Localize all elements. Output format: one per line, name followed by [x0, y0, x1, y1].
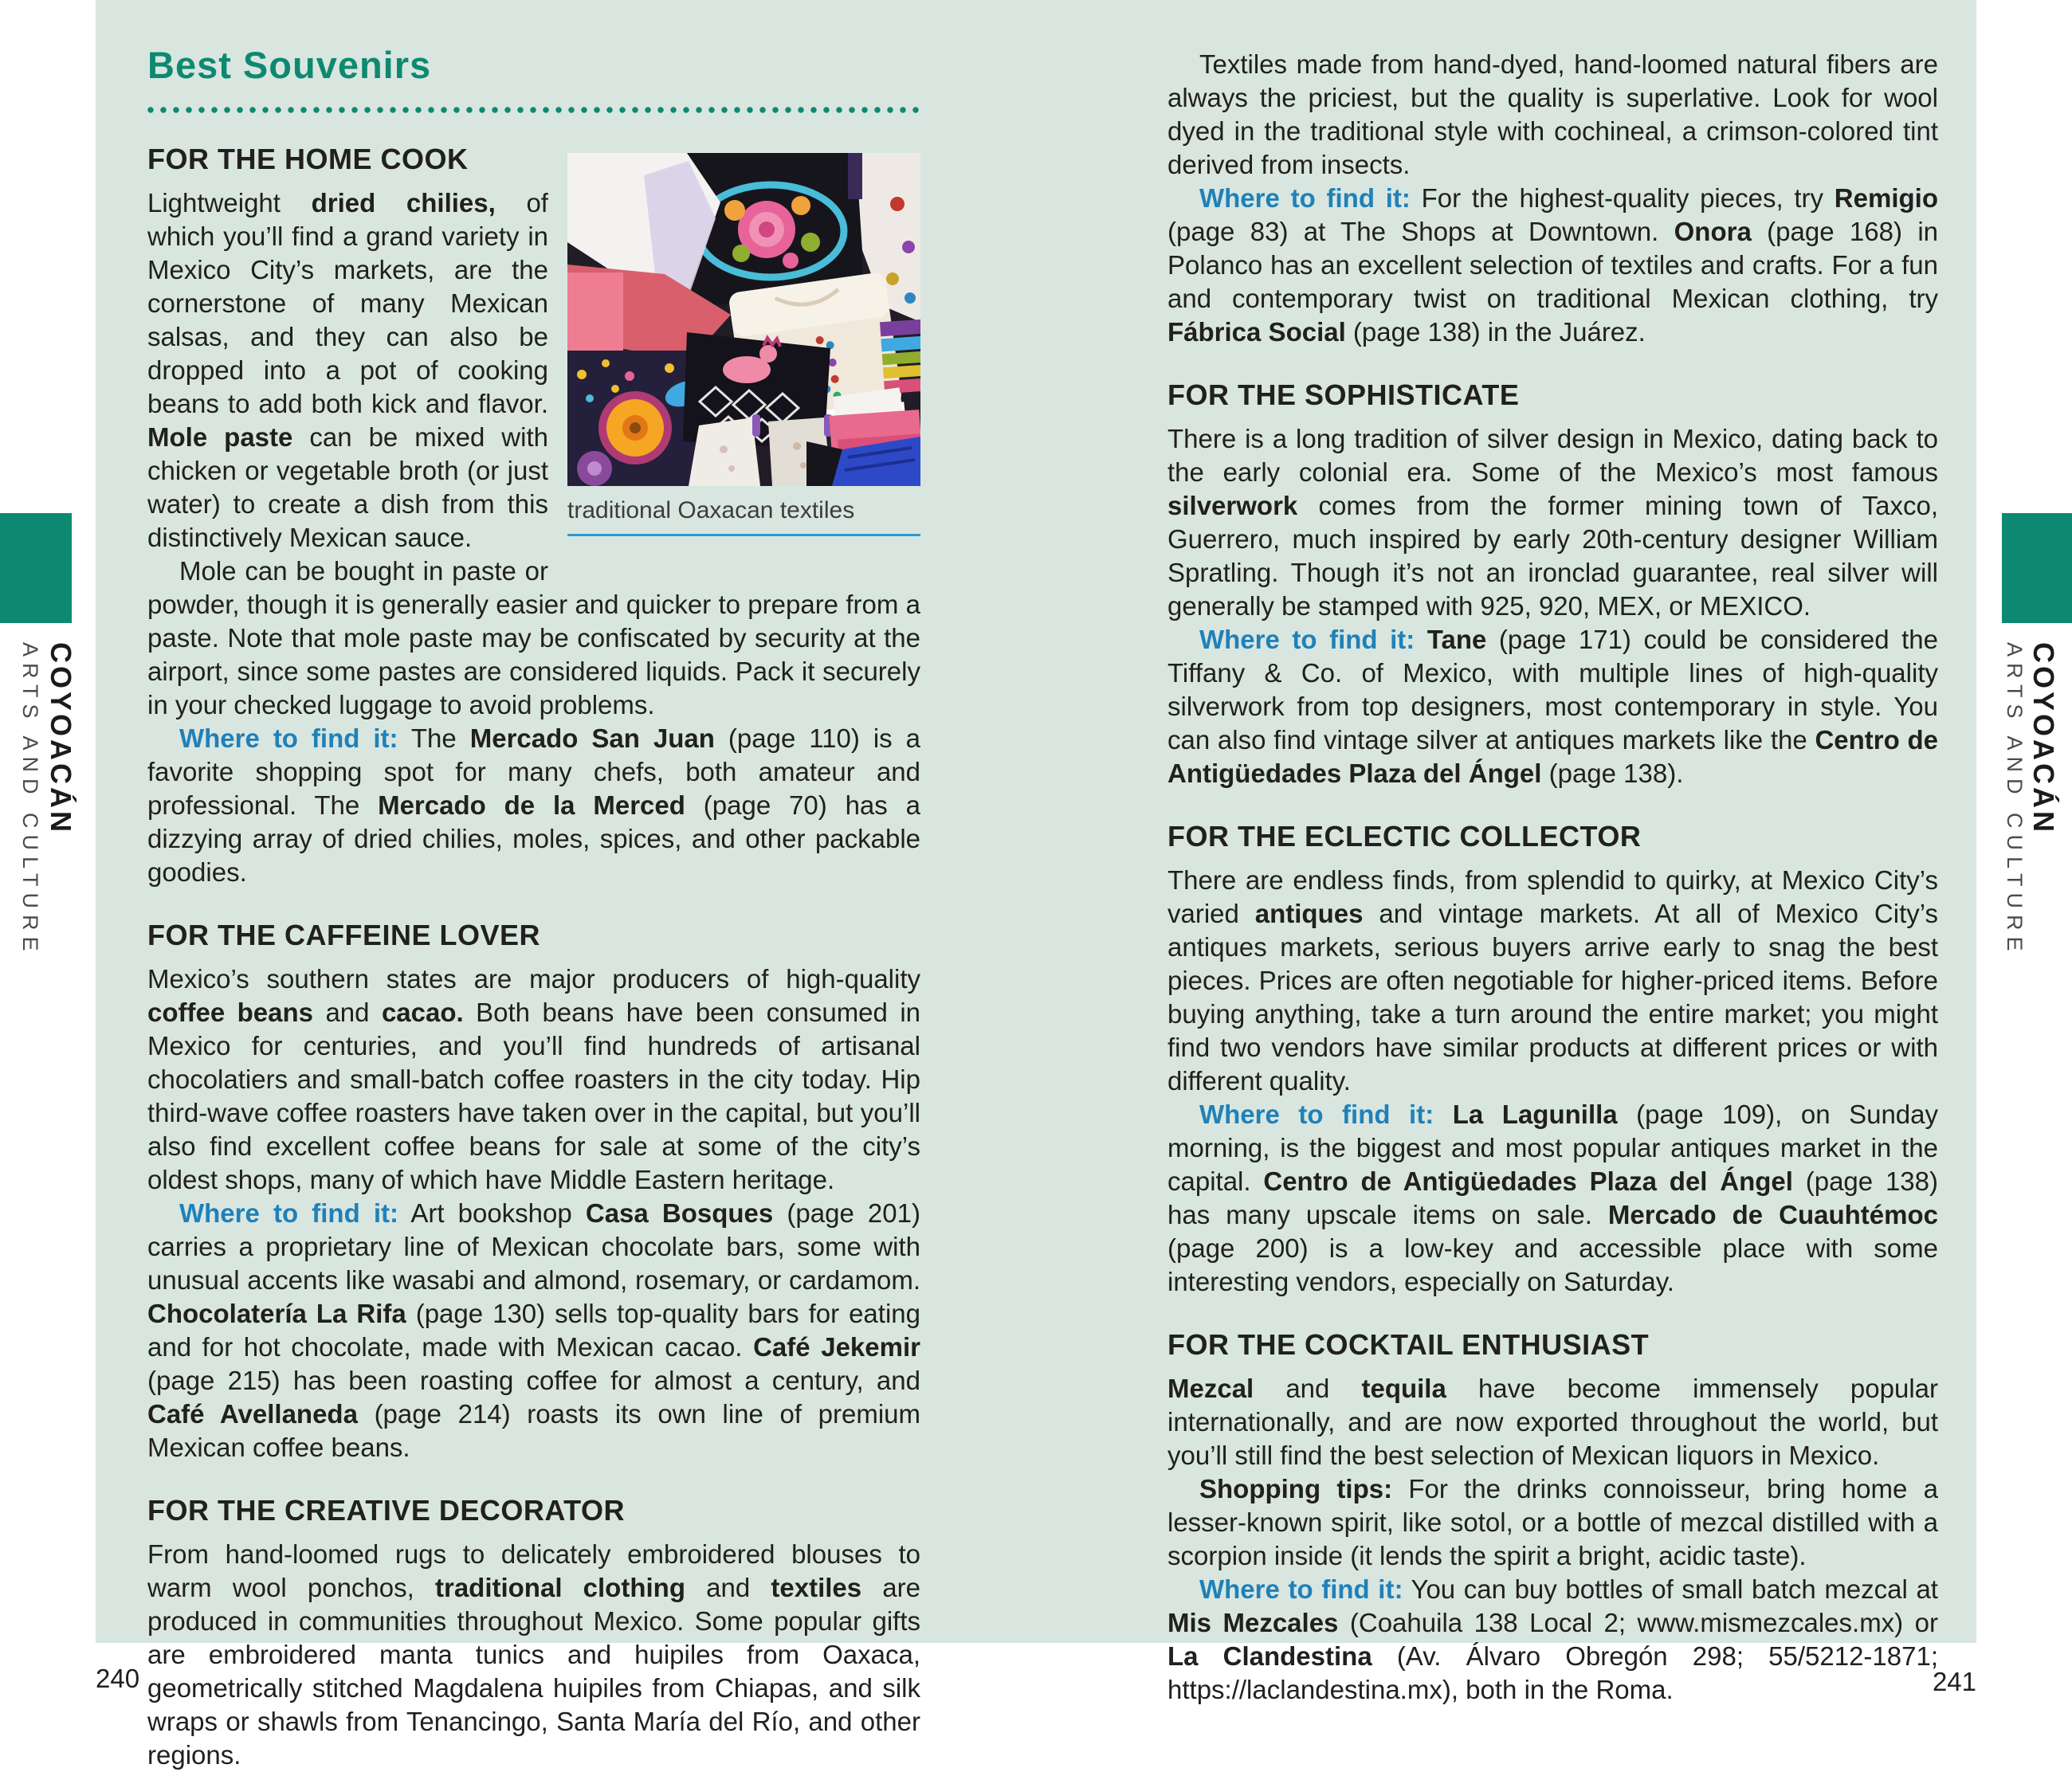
dotted-divider [147, 107, 920, 113]
text-run: traditional clothing [434, 1573, 685, 1602]
text-run: For the drinks connoisseur, bring home a lesser-known spirit, like sotol, or a bottle of mezcal distilled with a scorpion inside (it lends the spirit a bright, acidic taste). [1167, 1474, 1939, 1570]
text-run: Centro de Antigüedades Plaza del Ángel [1263, 1166, 1793, 1196]
text-run: Chocolatería La Rifa [147, 1299, 406, 1328]
text-run: are produced in communities throughout Mexico. Some popular gifts are embroidered manta tunics and huipiles from Oaxaca, geometrically stitched Magdalena huipiles from Chiapas, and silk wraps or shawls from Tenancingo, Santa María del Río, and other regions. [147, 1573, 920, 1770]
chapter-tab-left [0, 513, 72, 623]
left-page-column [147, 45, 920, 1772]
text-run: (page 138). [1541, 759, 1684, 788]
text-run: Where to find it: [1199, 1574, 1403, 1604]
text-run: Mercado de la Merced [378, 790, 685, 820]
paragraph [147, 722, 920, 889]
text-run: Both beans have been consumed in Mexico for centuries, and you’ll find hundreds of artisanal chocolatiers and small-batch coffee roasters in the city today. Hip third-wave coffee roasters have taken over in the capital, but you’ll also find excellent coffee beans for sale at some of the city’s oldest shops, many of which have Middle Eastern heritage. [147, 998, 921, 1194]
paragraph [147, 1197, 920, 1464]
text-run: Onora [1674, 217, 1752, 246]
text-run: have become immensely popular internationally, and are now exported throughout the world, but you’ll still find the best selection of Mexican liquors in Mexico. [1167, 1374, 1938, 1470]
text-run: La Clandestina [1167, 1641, 1372, 1671]
page-number-left: 240 [96, 1664, 140, 1693]
text-run: The [398, 723, 470, 753]
right-page-column [1167, 48, 1938, 1707]
left-page-flow [147, 143, 920, 1772]
text-run: Mole can be bought in paste or powder, though it is generally easier and quicker to prepare from a paste. Note that mole paste may be confiscated by security at the airport, since some pastes are considered liquids. Pack it securely in your checked luggage to avoid problems. [147, 556, 920, 719]
paragraph [1167, 48, 1938, 182]
page-title: Best Souvenirs [147, 44, 432, 86]
text-run: There are endless finds, from splendid to quirky, at Mexico City’s varied [1167, 865, 1938, 928]
text-run: tequila [1361, 1374, 1446, 1403]
text-run: Remigio [1834, 183, 1938, 213]
section-heading: FOR THE CREATIVE DECORATOR [147, 1494, 626, 1527]
text-run: coffee beans [147, 998, 314, 1027]
text-run: can be mixed with chicken or vegetable broth (or just water) to create a dish from this distinctively Mexican sauce. [147, 422, 548, 552]
photo-figure [567, 153, 920, 536]
text-run: (page 214) roasts its own line of premium Mexican coffee beans. [147, 1399, 920, 1462]
text-run: (page 168) in Polanco has an excellent selection of textiles and crafts. For a fun and contemporary twist on traditional Mexican clothing, try [1167, 217, 1938, 313]
text-run: Textiles made from hand-dyed, hand-loomed natural fibers are always the priciest, but the quality is superlative. Look for wool dyed in the traditional style with cochineal, a crimson-colored tint derived from insects. [1167, 49, 1938, 179]
chapter-tab-right [2002, 513, 2072, 623]
text-run: Where to find it: [179, 723, 398, 753]
text-run: Where to find it: [1199, 183, 1411, 213]
sidebar-section-label-right: ARTS AND CULTURE [2003, 642, 2027, 958]
text-run: Mexico’s southern states are major producers of high-quality [147, 964, 920, 994]
text-run: (page 109), on Sunday morning, is the biggest and most popular antiques market in the capital. [1167, 1100, 1938, 1196]
text-run: (page 70) has a dizzying array of dried chilies, moles, spices, and other packable goodies. [147, 790, 920, 887]
text-run: For the highest-quality pieces, try [1410, 183, 1835, 213]
section-heading: FOR THE CAFFEINE LOVER [147, 919, 541, 951]
text-run: of which you’ll find a grand variety in Mexico City’s markets, are the cornerstone of many Mexican salsas, and they can also be dropped into a pot of cooking beans to add both kick and flavor. [147, 188, 548, 418]
text-run: Centro de Antigüedades Plaza del Ángel [1167, 725, 1938, 788]
text-run: dried chilies, [311, 188, 496, 218]
text-run: (page 171) could be considered the Tiffany & Co. of Mexico, with multiple lines of high-quality silverwork from top designers, most contemporary in style. You can also find vintage silver at antiques markets like the [1167, 625, 1938, 755]
paragraph [147, 1538, 920, 1772]
text-run: (page 138) in the Juárez. [1345, 317, 1646, 347]
text-run: Where to find it: [179, 1198, 399, 1228]
text-run: Art bookshop [398, 1198, 586, 1228]
text-run: silverwork [1167, 491, 1298, 520]
text-run: Mercado de Cuauhtémoc [1607, 1200, 1938, 1229]
text-run: From hand-loomed rugs to delicately embroidered blouses to warm wool ponchos, [147, 1539, 920, 1602]
section-heading: FOR THE COCKTAIL ENTHUSIAST [1167, 1328, 1650, 1361]
paragraph [1167, 1472, 1938, 1573]
text-run: Mis Mezcales [1167, 1608, 1339, 1637]
paragraph [1167, 182, 1938, 349]
text-run: There is a long tradition of silver design in Mexico, dating back to the early colonial era. Some of the Mexico’s most famous [1167, 424, 1938, 487]
text-run: Casa Bosques [585, 1198, 774, 1228]
text-run: Where to find it: [1199, 625, 1415, 654]
paragraph [147, 555, 920, 722]
text-run: and [313, 998, 382, 1027]
text-run: antiques [1254, 899, 1364, 928]
text-run: (page 215) has been roasting coffee for almost a century, and [147, 1366, 920, 1395]
sidebar-chapter-label-right: COYOACÁN [2027, 642, 2060, 836]
text-run: textiles [771, 1573, 862, 1602]
text-run: La Lagunilla [1452, 1100, 1618, 1129]
text-run: Mezcal [1167, 1374, 1254, 1403]
text-run: (Coahuila 138 Local 2; www.mismezcales.mx) or [1338, 1608, 1938, 1637]
text-run: Mole paste [147, 422, 293, 452]
text-run: and [685, 1573, 771, 1602]
right-column-text [1167, 48, 1938, 1707]
text-run: Lightweight [147, 188, 312, 218]
text-run [1415, 625, 1427, 654]
text-run: Café Avellaneda [147, 1399, 358, 1429]
text-run: Tane [1426, 625, 1487, 654]
text-run: Mercado San Juan [469, 723, 715, 753]
sidebar-chapter-label-left: COYOACÁN [45, 642, 77, 836]
text-run: and [1254, 1374, 1362, 1403]
paragraph [1167, 1098, 1938, 1299]
sidebar-section-label-left: ARTS AND CULTURE [18, 642, 42, 958]
textiles-photo-illustration [567, 153, 920, 486]
text-run: (page 130) sells top-quality bars for eating and for hot chocolate, made with Mexican cacao. [147, 1299, 920, 1362]
caption-rule [567, 534, 920, 536]
textiles-photo [567, 153, 920, 486]
text-run: (Av. Álvaro Obregón 298; 55/5212-1871; https://laclandestina.mx), both in the Roma. [1167, 1641, 1938, 1704]
text-run: cacao. [381, 998, 464, 1027]
section-heading: FOR THE HOME COOK [147, 143, 469, 175]
section-heading: FOR THE SOPHISTICATE [1167, 378, 1520, 411]
text-run: Where to find it: [1199, 1100, 1434, 1129]
text-run: and vintage markets. At all of Mexico City’s antiques markets, serious buyers arrive early to snag the best pieces. Prices are often negotiable for higher-priced items. Before buying anything, take a turn around the entire market; you might find two vendors have similar products at different prices or with different quality. [1167, 899, 1938, 1096]
text-run: (page 200) is a low-key and accessible place with some interesting vendors, especially on Saturday. [1167, 1233, 1938, 1296]
paragraph [1167, 864, 1938, 1098]
text-run: (page 83) at The Shops at Downtown. [1167, 217, 1674, 246]
text-run: (page 201) carries a proprietary line of Mexican chocolate bars, some with unusual accents like wasabi and almond, rosemary, or cardamom. [147, 1198, 920, 1295]
text-run: (page 138) has many upscale items on sale. [1167, 1166, 1938, 1229]
text-run: Fábrica Social [1167, 317, 1346, 347]
text-run: Shopping tips: [1199, 1474, 1393, 1503]
text-run [1434, 1100, 1453, 1129]
photo-caption: traditional Oaxacan textiles [567, 497, 855, 523]
text-run: Café Jekemir [753, 1332, 920, 1362]
text-run: comes from the former mining town of Taxco, Guerrero, much inspired by early 20th-century designer William Spratling. Though it’s not an ironclad guarantee, real silver will generally be stamped with 925, 920, MEX, or MEXICO. [1167, 491, 1938, 621]
paragraph [1167, 623, 1938, 790]
text-run: You can buy bottles of small batch mezcal at [1403, 1574, 1938, 1604]
paragraph [1167, 1372, 1938, 1472]
text-run: (page 110) is a favorite shopping spot for many chefs, both amateur and professional. The [147, 723, 920, 820]
paragraph [147, 962, 920, 1197]
paragraph [1167, 422, 1938, 623]
page-number-right: 241 [1932, 1667, 1976, 1696]
section-heading: FOR THE ECLECTIC COLLECTOR [1167, 820, 1642, 853]
